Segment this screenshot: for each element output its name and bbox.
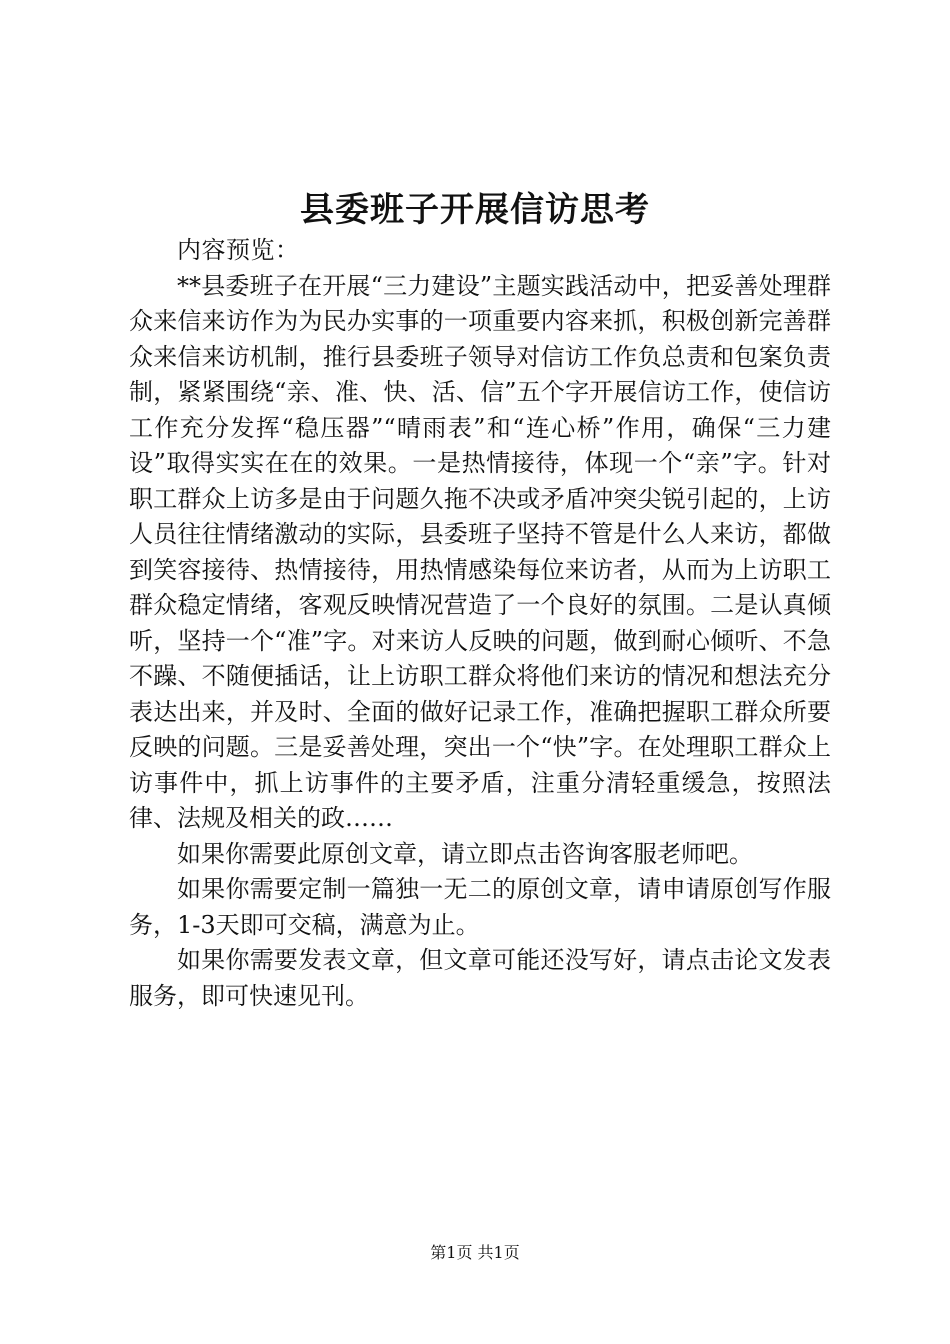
page-footer: 第1页 共1页 [430,1243,520,1262]
notice-paragraph-consult: 如果你需要此原创文章，请立即点击咨询客服老师吧。 [177,839,753,868]
document-title: 县委班子开展信访思考 [300,190,650,230]
body-paragraph: **县委班子在开展“三力建设”主题实践活动中，把妥善处理群众来信来访作为为民办实事的一项重要内容来抓，积极创新完善群众来信来访机制，推行县委班子领导对信访工作负总责和包案负责制，紧紧围绕“亲、准、快、活、信”五个字开展信访工作，使信访工作充分发挥“稳压器”“晴雨表”和“连心桥”作用，确保“三力建设”取得实实在在的效果。一是热情接待，体现一个“亲”字。针对职工群众上访多是由于问题久拖不决或矛盾冲突尖锐引起的，上访人员往往情绪激动的实际，县委班子坚持不管是什么人来访，都做到笑容接待、热情接待，用热情感染每位来访者，从而为上访职工群众稳定情绪，客观反映情况营造了一个良好的氛围。二是认真倾听，坚持一个“准”字。对来访人反映的问题，做到耐心倾听、不急不躁、不随便插话，让上访职工群众将他们来访的情况和想法充分表达出来，并及时、全面的做好记录工作，准确把握职工群众所要反映的问题。三是妥善处理，突出一个“快”字。在处理职工群众上访事件中，抓上访事件的主要矛盾，注重分清轻重缓急，按照法律、法规及相关的政…… [129,271,831,832]
preview-label: 内容预览： [177,236,300,264]
document-content [129,233,831,1014]
notice-paragraph-custom-writing: 如果你需要定制一篇独一无二的原创文章，请申请原创写作服务，1-3天即可交稿，满意为止。 [129,875,831,939]
notice-paragraph-publishing: 如果你需要发表文章，但文章可能还没写好，请点击论文发表服务，即可快速见刊。 [129,946,831,1010]
